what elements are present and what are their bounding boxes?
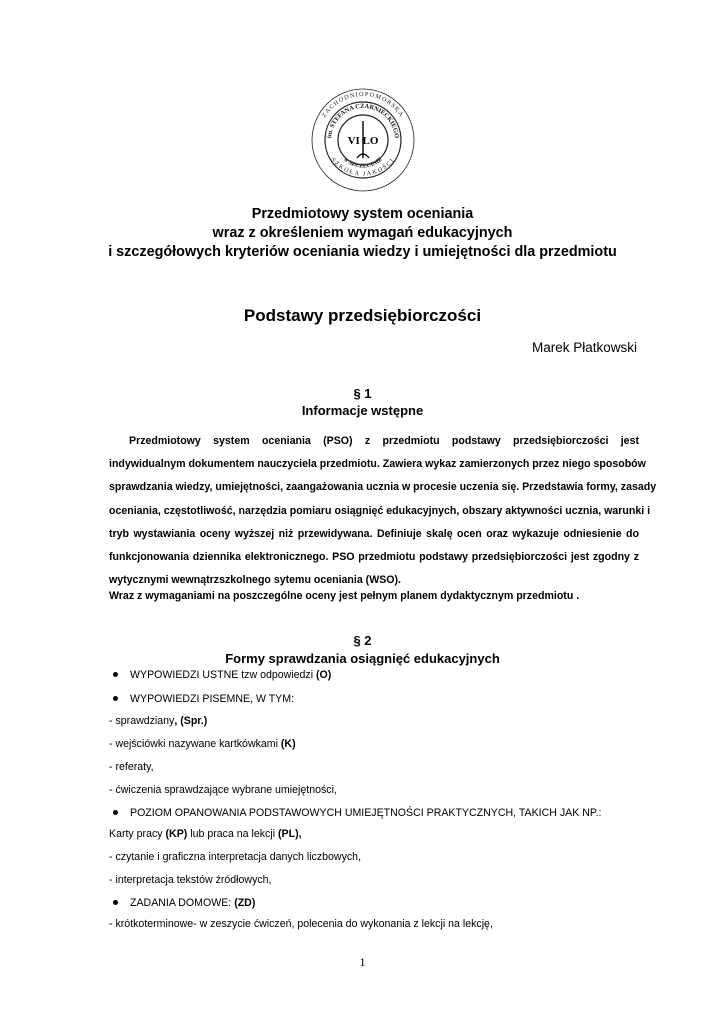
list-item: - ćwiczenia sprawdzające wybrane umiejętności, bbox=[109, 784, 337, 796]
section-1-number: § 1 bbox=[353, 386, 372, 401]
paragraph-line: tryb wystawiania oceny wyższej niż przewidywana. Definiuje skalę ocen oraz wykazuje odniesienie do bbox=[109, 527, 639, 540]
list-item: - sprawdziany, (Spr.) bbox=[109, 715, 208, 727]
section-1-paragraph bbox=[109, 430, 657, 592]
paragraph-line: funkcjonowania dziennika elektronicznego. PSO przedmiotu podstawy przedsiębiorczości jest zgodny z bbox=[109, 550, 639, 563]
section-1-title: Informacje wstępne bbox=[301, 403, 424, 418]
svg-text:SZKOŁA JAKOŚCI: SZKOŁA JAKOŚCI bbox=[329, 156, 397, 178]
header-line-1: Przedmiotowy system oceniania bbox=[251, 206, 474, 222]
list-item: WYPOWIEDZI USTNE tzw odpowiedzi (O) bbox=[109, 669, 331, 681]
svg-text:w SZCZECINIE: w SZCZECINIE bbox=[342, 156, 384, 170]
list-item: - czytanie i graficzna interpretacja danych liczbowych, bbox=[109, 851, 362, 863]
bullet-icon bbox=[113, 672, 118, 677]
bullet-icon bbox=[113, 696, 118, 701]
list-item: Karty pracy (KP) lub praca na lekcji (PL), bbox=[109, 828, 302, 840]
paragraph-line: indywidualnym dokumentem nauczyciela przedmiotu. Zawiera wykaz zamierzonych przez niego sposobów bbox=[109, 458, 646, 471]
bullet-icon bbox=[113, 900, 118, 905]
header-line-2: wraz z określeniem wymagań edukacyjnych bbox=[212, 225, 513, 241]
list-item: - interpretacja tekstów źródłowych, bbox=[109, 874, 272, 886]
logo-center-text: VI LO bbox=[347, 135, 379, 147]
school-seal-logo bbox=[311, 88, 415, 192]
paragraph-line: wytycznymi wewnątrzszkolnego sytemu oceniania (WSO). bbox=[109, 574, 401, 587]
paragraph-line: oceniania, częstotliwość, narzędzia pomiaru osiągnięć edukacyjnych, obszary aktywności ucznia, warunki i bbox=[109, 504, 651, 517]
list-item: ZADANIA DOMOWE: (ZD) bbox=[109, 897, 255, 909]
paragraph-line: Przedmiotowy system oceniania (PSO) z przedmiotu podstawy przedsiębiorczości jest bbox=[129, 435, 639, 447]
list-item: POZIOM OPANOWANIA PODSTAWOWYCH UMIEJĘTNOŚCI PRAKTYCZNYCH, TAKICH JAK NP.: bbox=[109, 807, 601, 819]
svg-text:im. STEFANA CZARNIECKIEGO: im. STEFANA CZARNIECKIEGO bbox=[326, 102, 401, 139]
svg-text:ZACHODNIOPOMORSKA: ZACHODNIOPOMORSKA bbox=[320, 90, 406, 119]
paragraph-line: sprawdzania wiedzy, umiejętności, zaangażowania ucznia w procesie uczenia się. Przedstawia formy, zasady bbox=[109, 481, 657, 494]
section-2-title: Formy sprawdzania osiągnięć edukacyjnych bbox=[225, 651, 500, 666]
list-item: WYPOWIEDZI PISEMNE, W TYM: bbox=[109, 693, 294, 705]
document-header bbox=[0, 205, 725, 262]
header-line-3: i szczegółowych kryteriów oceniania wiedzy i umiejętności dla przedmiotu bbox=[108, 244, 617, 260]
section-1-extra-line: Wraz z wymaganiami na poszczególne oceny jest pełnym planem dydaktycznym przedmiotu . bbox=[109, 590, 580, 602]
section-2-number: § 2 bbox=[353, 633, 372, 648]
list-item: - wejściówki nazywane kartkówkami (K) bbox=[109, 738, 296, 750]
author-name: Marek Płatkowski bbox=[531, 340, 637, 355]
list-item: - referaty, bbox=[109, 761, 154, 773]
bullet-icon bbox=[113, 810, 118, 815]
list-item: - krótkoterminowe- w zeszycie ćwiczeń, polecenia do wykonania z lekcji na lekcję, bbox=[109, 918, 493, 930]
page-number: 1 bbox=[359, 955, 366, 969]
subject-title: Podstawy przedsiębiorczości bbox=[243, 306, 482, 325]
